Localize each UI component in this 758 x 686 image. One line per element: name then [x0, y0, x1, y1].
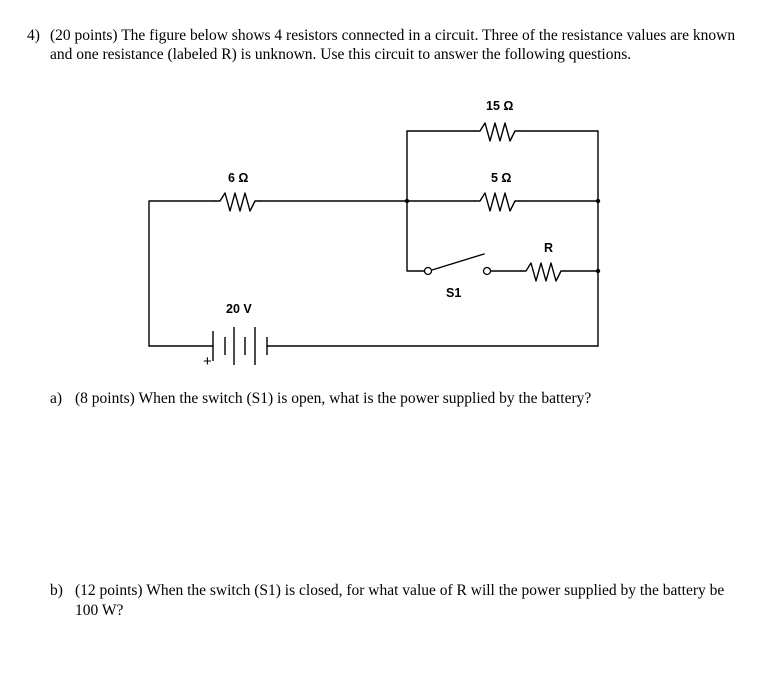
wire-switch-branch-left [407, 201, 425, 271]
question-number: 4) [27, 27, 40, 44]
wire-left-loop [149, 201, 214, 346]
switch-contact-left [425, 268, 432, 275]
junction-dot [405, 199, 409, 203]
junction-dot [596, 269, 600, 273]
part-b-text: (12 points) When the switch (S1) is closed, for what value of R will the power supplied by the battery be 100 W? [75, 582, 725, 619]
switch-contact-right [484, 268, 491, 275]
label-battery-plus: + [203, 353, 212, 370]
battery-20v [213, 327, 267, 365]
label-15-ohm: 15 Ω [486, 99, 514, 113]
label-5-ohm: 5 Ω [491, 171, 512, 185]
wire-top-branch-right [520, 131, 598, 346]
part-a-label: a) [50, 390, 63, 407]
resistor-15-ohm [475, 123, 520, 141]
resistor-6-ohm [214, 193, 260, 211]
switch-blade [432, 254, 484, 270]
part-b-label: b) [50, 582, 63, 599]
label-s1: S1 [446, 286, 462, 300]
label-6-ohm: 6 Ω [228, 171, 249, 185]
resistor-5-ohm [475, 193, 520, 211]
wire-top-branch-left [407, 131, 475, 201]
junction-dot [596, 199, 600, 203]
question-text: (20 points) The figure below shows 4 resistors connected in a circuit. Three of the resistance values are known and one resistance (labeled R) is unknown. Use this circuit to answer the following questions. [50, 27, 736, 63]
part-b [50, 581, 740, 625]
part-a-text: (8 points) When the switch (S1) is open, what is the power supplied by the battery? [75, 390, 592, 407]
part-a [50, 389, 740, 413]
label-r: R [544, 241, 554, 255]
resistor-unknown-r [521, 263, 598, 281]
label-20v: 20 V [226, 302, 252, 316]
